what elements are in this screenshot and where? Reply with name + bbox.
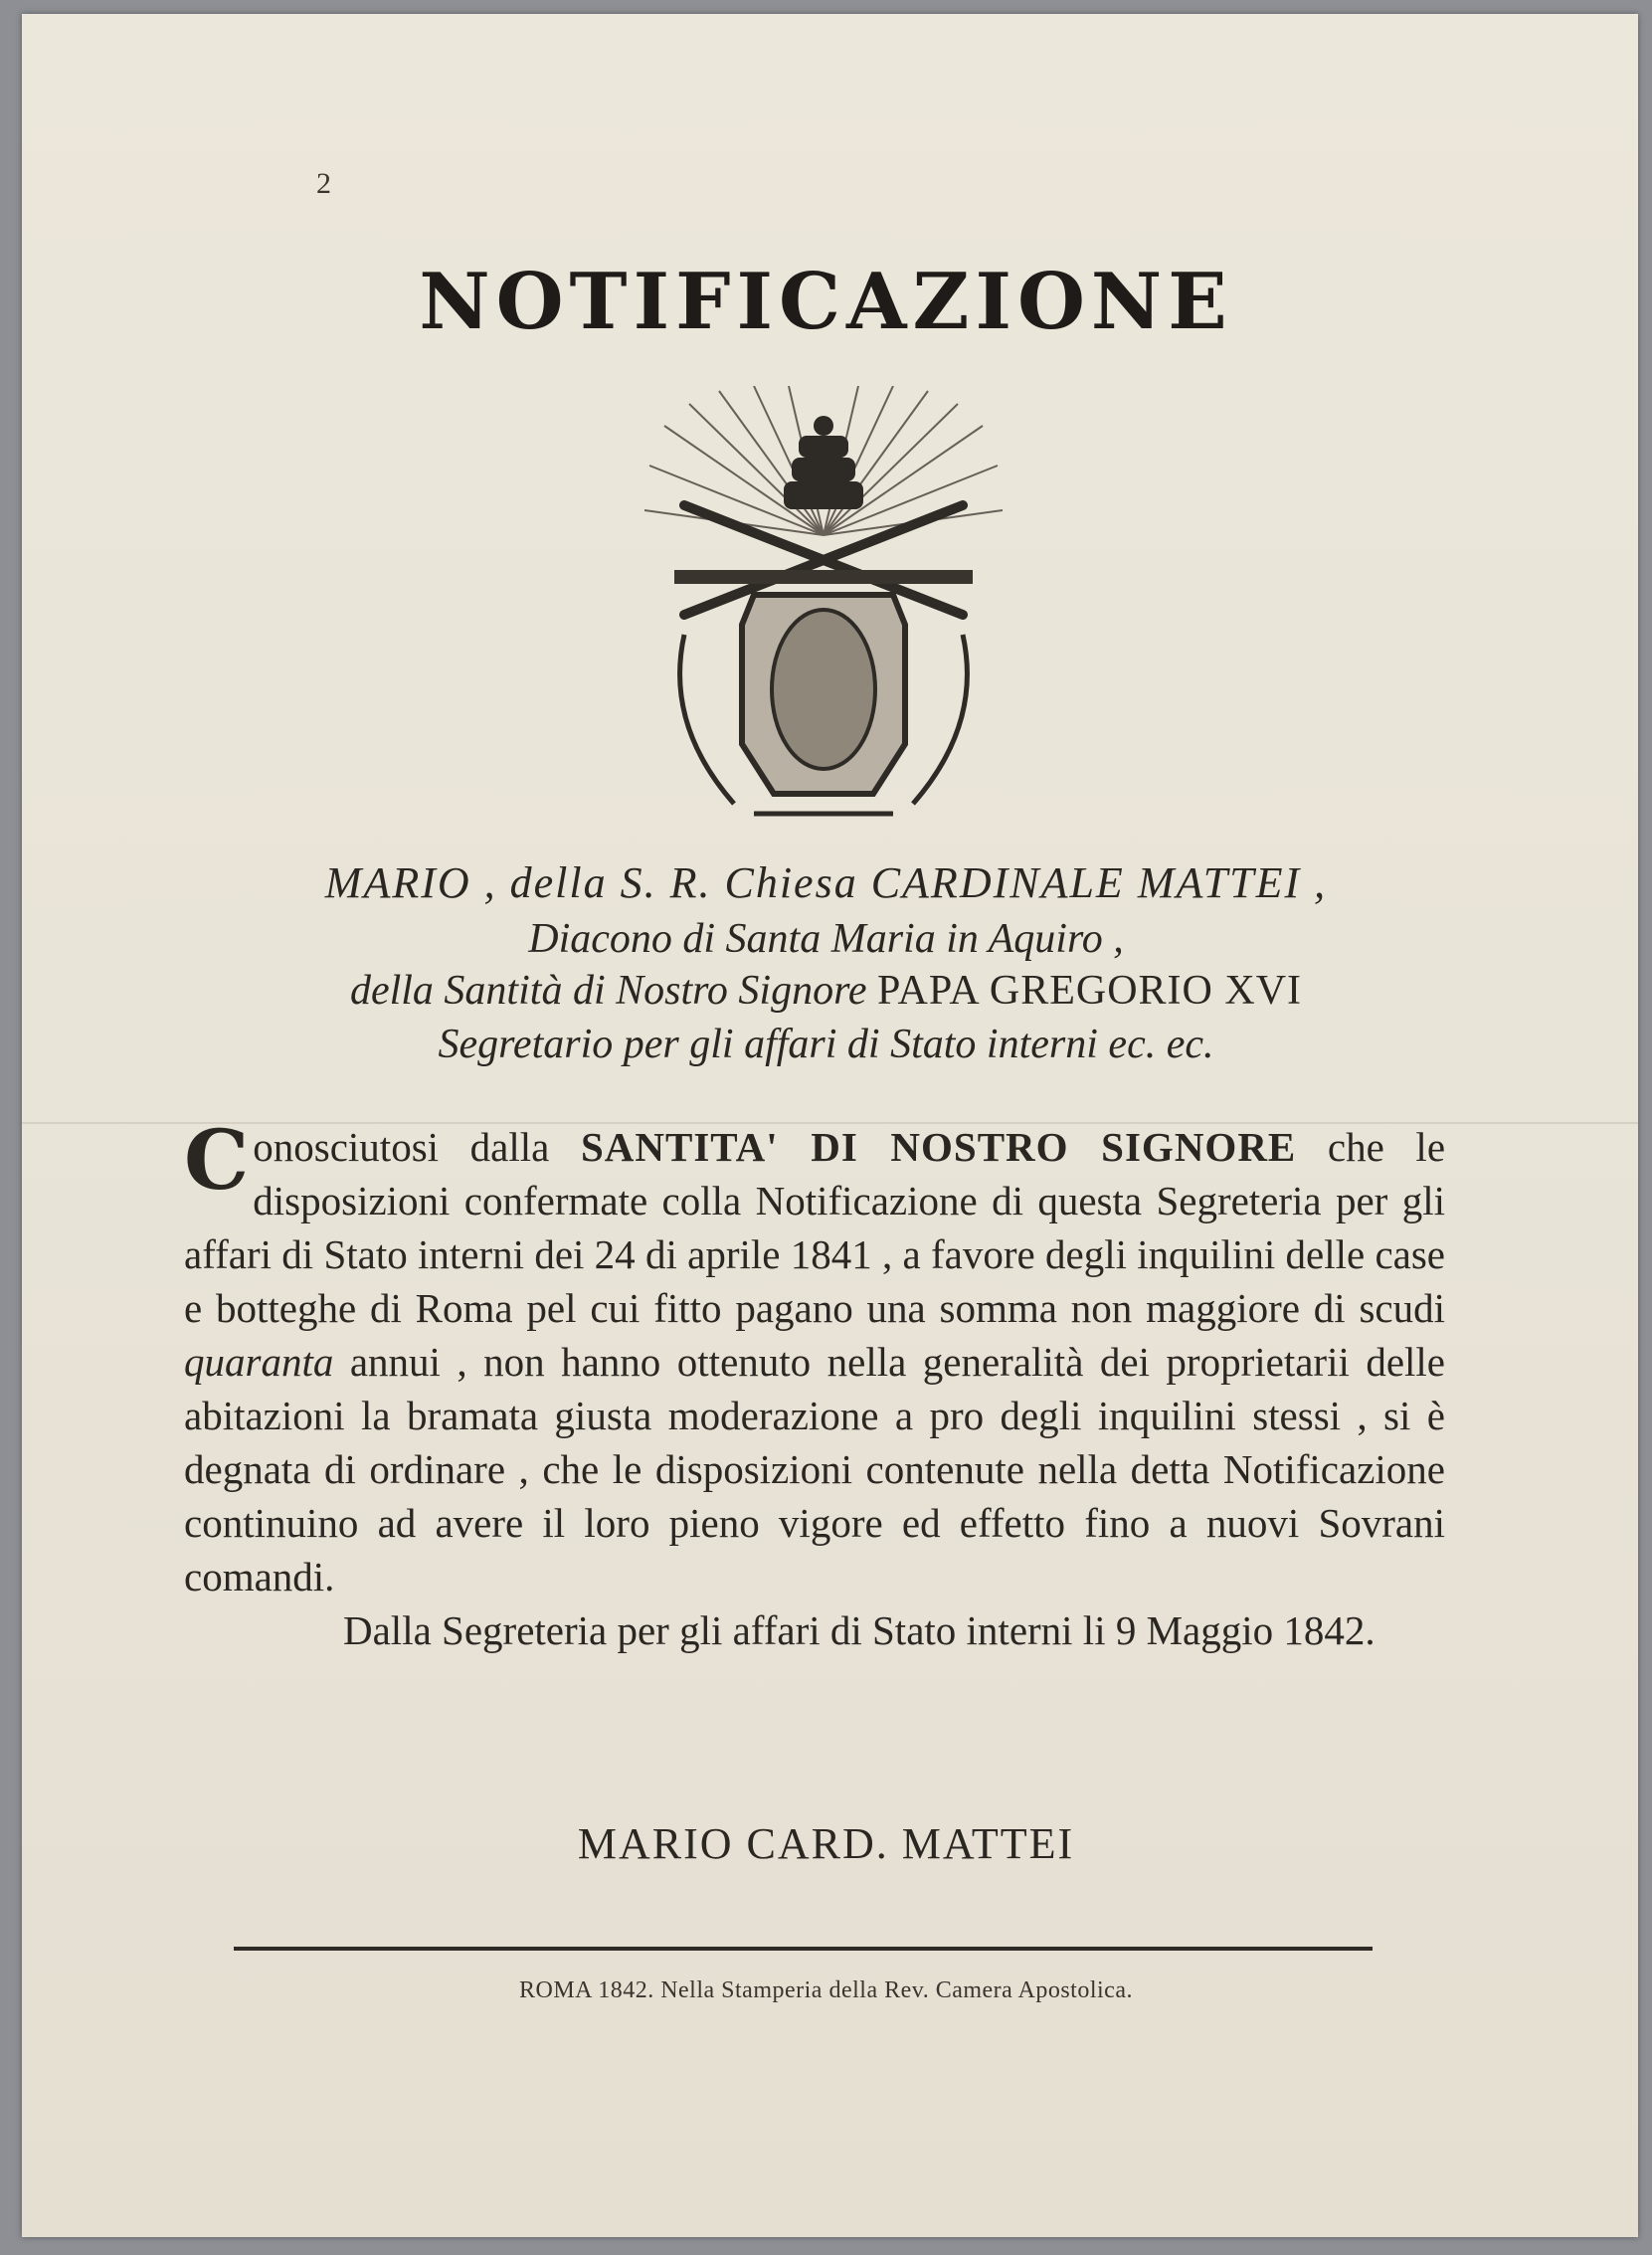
- body-p2: Dalla Segreteria per gli affari di Stato interni li 9 Maggio 1842.: [343, 1607, 1376, 1653]
- signature: MARIO CARD. MATTEI: [577, 1819, 1075, 1868]
- coat-of-arms-emblem: [644, 386, 1003, 824]
- drapery-band: [674, 570, 973, 584]
- body-p1-mid: che le disposizioni confermate colla Notificazione di questa Segreteria per gli affari di Stato interni dei 24 di aprile 1841 , a favore degli inquilini delle case e botteghe di Roma pel cui fitto pagano una somma non maggiore di scudi: [184, 1124, 1446, 1331]
- body-p1-caps: SANTITA' DI NOSTRO SIGNORE: [580, 1124, 1297, 1170]
- heading-line-3-text: della Santità di Nostro Signore: [349, 968, 867, 1014]
- heading-line-3: [0, 967, 1652, 1015]
- body-p1-end: annui , non hanno ottenuto nella generalità dei proprietarii delle abitazioni la bramata giusta moderazione a pro degli inquilini stessi , si è degnata di ordinare , che le disposizioni contenute nella detta Notificazione continuino ad avere il loro pieno vigore ed effetto fino a nuovi Sovrani comandi.: [184, 1339, 1446, 1599]
- body-p1-italic: quaranta: [184, 1339, 334, 1385]
- heading-line-1: MARIO , della S. R. Chiesa CARDINALE MATTEI ,: [324, 858, 1328, 907]
- pope-name: PAPA GREGORIO XVI: [877, 968, 1303, 1014]
- body-p1-start: onosciutosi dalla: [253, 1124, 550, 1170]
- heading-line-4: Segretario per gli affari di Stato interni ec. ec.: [438, 1022, 1214, 1067]
- drop-cap: C: [184, 1113, 250, 1209]
- page-number: 2: [316, 167, 331, 200]
- document-title: NOTIFICAZIONE: [419, 257, 1233, 347]
- papal-tiara: [784, 416, 863, 509]
- heading-line-2: Diacono di Santa Maria in Aquiro ,: [528, 916, 1124, 962]
- divider-rule: [234, 1947, 1373, 1951]
- printer-imprint: ROMA 1842. Nella Stamperia della Rev. Camera Apostolica.: [519, 1977, 1133, 2003]
- body-text: [184, 1113, 1446, 1657]
